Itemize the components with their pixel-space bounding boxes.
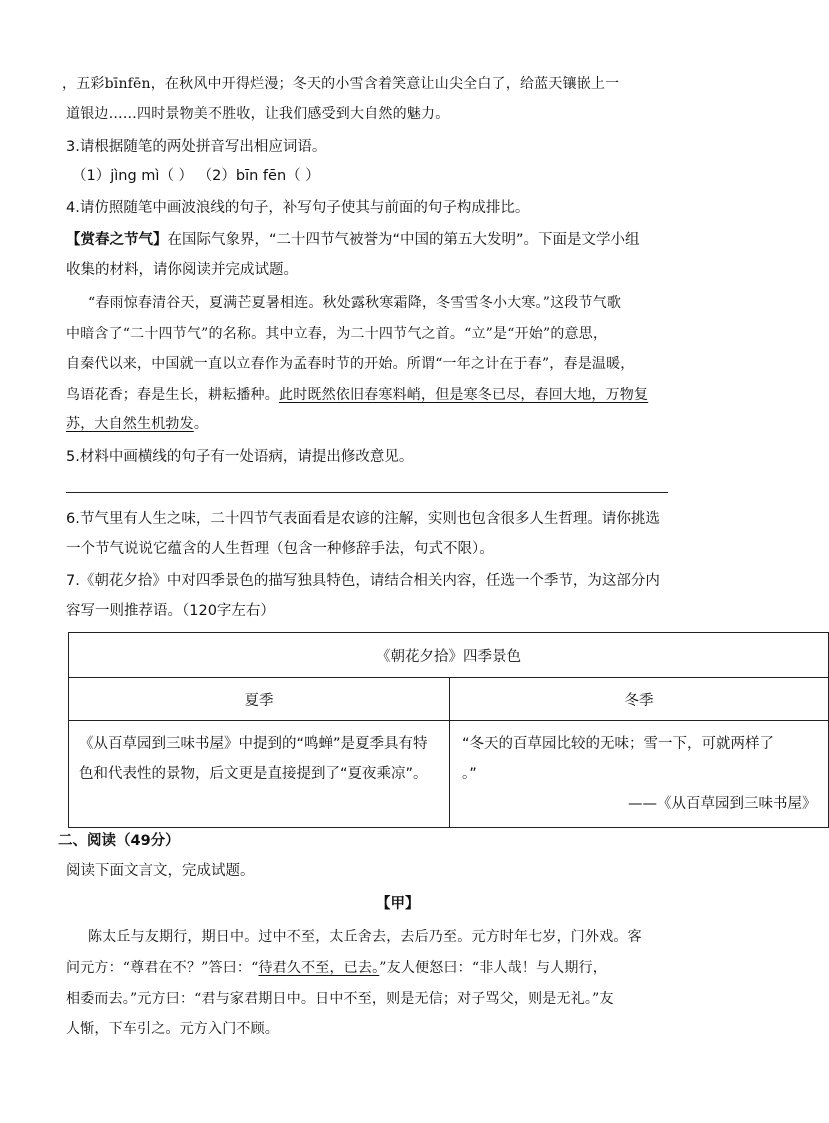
question-3: 3.请根据随笔的两处拼音写出相应词语。 [66,139,327,155]
cell-winter [450,721,829,828]
reading-instruction: 阅读下面文言文，完成试题。 [66,863,255,879]
material-line: 中暗含了“二十四节气”的名称。其中立春，为二十四节气之首。“立”是“开始”的意思， [66,326,608,342]
cell-summer [69,721,450,828]
question-4: 4.请仿照随笔中画波浪线的句子，补写句子使其与前面的句子构成排比。 [66,200,530,216]
classical-text-line [66,958,607,978]
header-summer: 夏季 [69,678,450,721]
material-line [66,385,648,405]
table-caption: 《朝花夕拾》四季景色 [69,633,829,678]
material-line: 自秦代以来，中国就一直以立春作为孟春时节的开始。所谓“一年之计在于春”，春是温暖， [66,356,635,372]
text-line: ，五彩bīnfēn，在秋风中开得烂漫；冬天的小雪含着笑意让山尖全白了，给蓝天镶嵌上一 [62,76,620,92]
section-title: 【赏春之节气】 [66,232,168,248]
winter-source: ——《从百草园到三味书屋》 [628,796,817,812]
question-6: 6.节气里有人生之味，二十四节气表面看是农谚的注解，实则也包含很多人生哲理。请你挑选 [66,511,660,527]
text-line: 收集的材料，请你阅读并完成试题。 [66,262,298,278]
material-text: 鸟语花香；春是生长，耕耘播种。 [66,387,279,403]
winter-line: “冬天的百草园比较的无味；雪一下，可就两样了 [462,736,775,752]
classical-text: ”友人便怒曰：“非人哉！与人期行， [379,960,608,976]
question-7: 7.《朝花夕拾》中对四季景色的描写独具特色，请结合相关内容，任选一个季节，为这部分内 [66,573,660,589]
question-3-options: （1）jìng mì（ ） （2）bīn fēn（ ） [72,168,320,184]
text-line: 道银边……四时景物美不胜收，让我们感受到大自然的魅力。 [66,106,450,122]
winter-quote [450,721,828,819]
material-line: “春雨惊春清谷天，夏满芒夏暑相连。秋处露秋寒霜降，冬雪雪冬小大寒。”这段节气歌 [88,295,622,311]
classical-text-line: 人惭，下车引之。元方入门不顾。 [66,1021,279,1037]
classical-text-line: 陈太丘与友期行，期日中。过中不至，太丘舍去，去后乃至。元方时年七岁，门外戏。客 [88,929,642,945]
underlined-sentence: 苏，大自然生机勃发 [66,416,194,432]
passage-label: 【甲】 [376,896,420,912]
question-7-cont: 容写一则推荐语。（120字左右） [66,603,275,619]
material-line [66,414,208,434]
question-6-cont: 一个节气说说它蕴含的人生哲理（包含一种修辞手法，句式不限）。 [66,541,494,557]
section-2-title: 二、阅读（49分） [58,833,180,849]
winter-line: 。” [462,766,477,782]
section-intro: 在国际气象界，“二十四节气被誉为“中国的第五大发明”。下面是文学小组 [167,232,640,248]
underlined-sentence: 此时既然依旧春寒料峭，但是寒冬已尽，春回大地，万物复 [279,387,649,403]
seasons-table [68,632,829,828]
classical-text: 问元方：“尊君在不？”答曰：“ [66,960,259,976]
header-winter: 冬季 [450,678,829,721]
answer-line[interactable] [66,492,668,493]
classical-text-line: 相委而去。”元方曰：“君与家君期日中。日中不至，则是无信；对子骂父，则是无礼。”友 [66,991,614,1007]
section-solar-terms [66,230,640,250]
question-5: 5.材料中画横线的句子有一处语病，请提出修改意见。 [66,449,414,465]
material-text: 。 [193,416,209,432]
underlined-sentence: 待君久不至，已去。 [258,960,380,976]
summer-text: 《从百草园到三味书屋》中提到的“鸣蝉”是夏季具有特色和代表性的景物，后文更是直接提到了“夏夜乘凉”。 [79,736,428,782]
